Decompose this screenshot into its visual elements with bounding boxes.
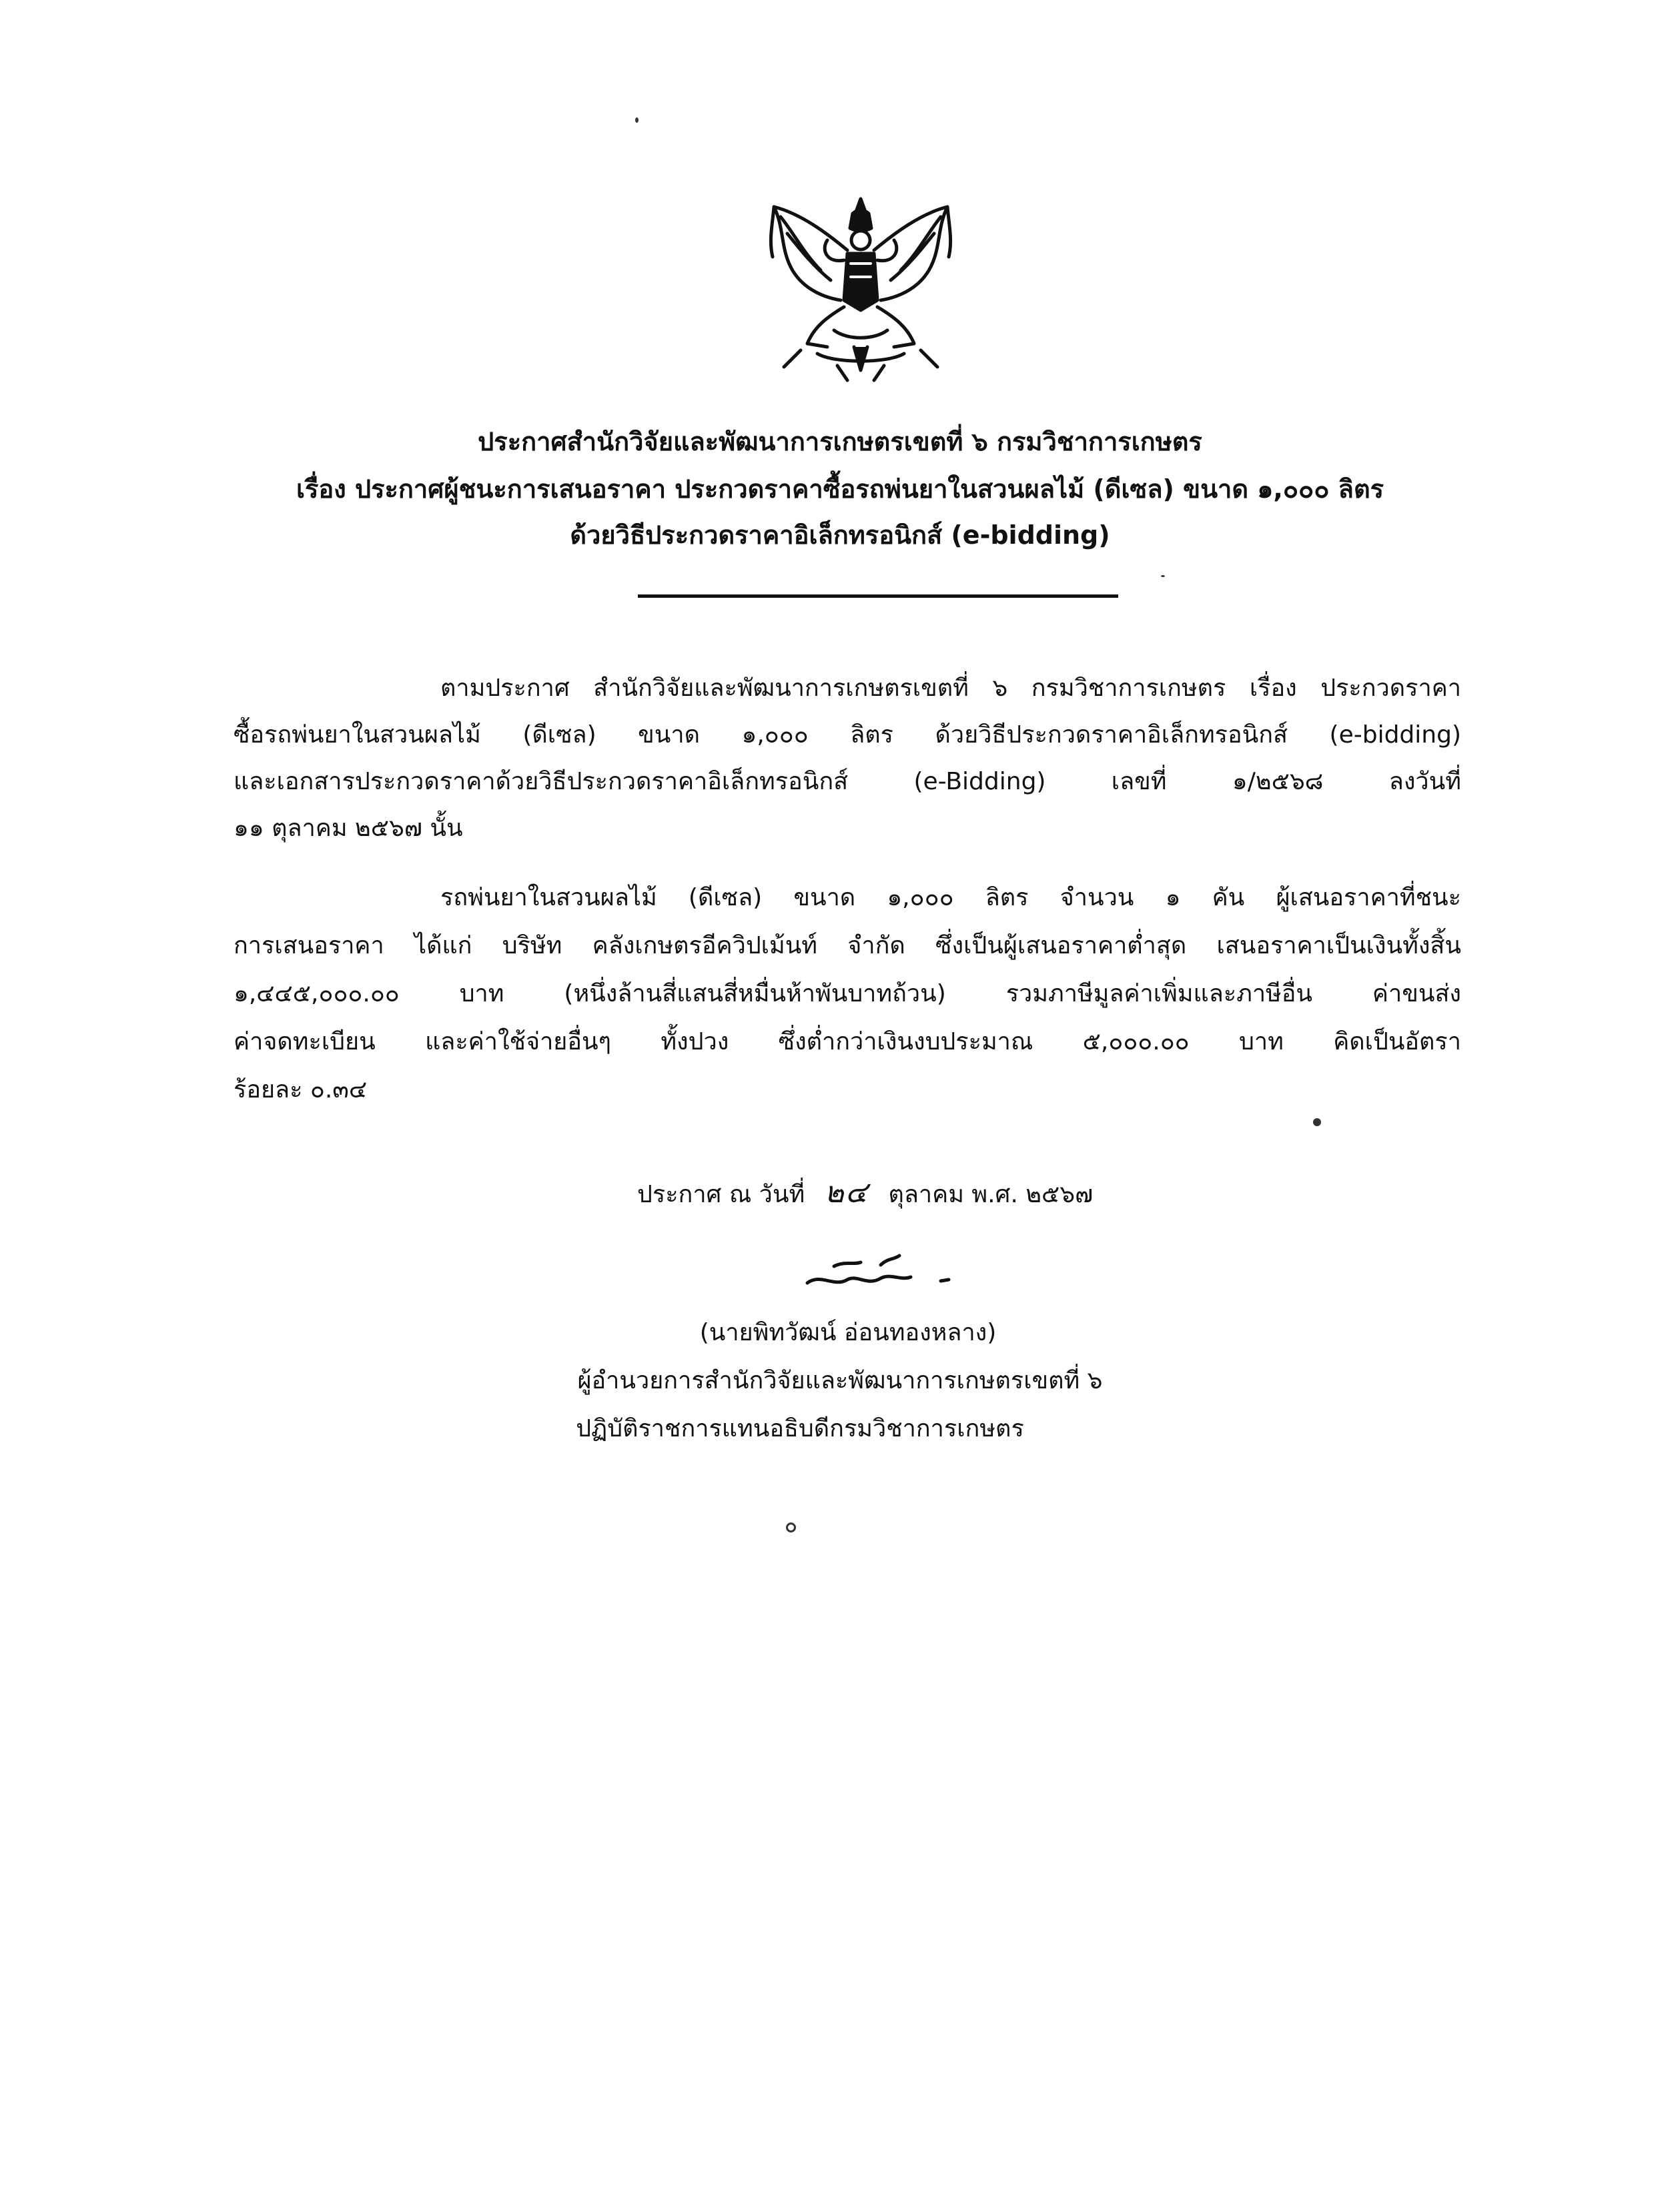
paragraph-2-line: ค่าจดทะเบียน และค่าใช้จ่ายอื่นๆ ทั้งปวง ซึ่งต่ำกว่าเงินงบประมาณ ๕,๐๐๐.๐๐ บาท คิดเป็นอัตรา [234, 1028, 1461, 1055]
title-divider [638, 594, 1118, 598]
paragraph-2-line: การเสนอราคา ได้แก่ บริษัท คลังเกษตรอีควิปเม้นท์ จำกัด ซึ่งเป็นผู้เสนอราคาต่ำสุด เสนอราคาเป็นเงินทั้งสิ้น [234, 932, 1461, 959]
signatory-position: ผู้อำนวยการสำนักวิจัยและพัฒนาการเกษตรเขตที่ ๖ [577, 1367, 1103, 1394]
paragraph-1-line: ซื้อรถพ่นยาในสวนผลไม้ (ดีเซล) ขนาด ๑,๐๐๐ ลิตร ด้วยวิธีประกวดราคาอิเล็กทรอนิกส์ (e-bidding) [234, 721, 1461, 749]
scan-speck [1313, 1118, 1321, 1126]
date-suffix: ตุลาคม พ.ศ. ๒๕๖๗ [888, 1181, 1094, 1208]
paragraph-1-line: ตามประกาศ สำนักวิจัยและพัฒนาการเกษตรเขตที่ ๖ กรมวิชาการเกษตร เรื่อง ประกวดราคา [440, 675, 1461, 702]
announcement-method: ด้วยวิธีประกวดราคาอิเล็กทรอนิกส์ (e-bidding) [570, 520, 1110, 550]
paragraph-2-line: ๑,๔๔๕,๐๐๐.๐๐ บาท (หนึ่งล้านสี่แสนสี่หมื่นห้าพันบาทถ้วน) รวมภาษีมูลค่าเพิ่มและภาษีอื่น ค่าขนส่ง [234, 980, 1461, 1007]
announcement-subject: เรื่อง ประกาศผู้ชนะการเสนอราคา ประกวดราคาซื้อรถพ่นยาในสวนผลไม้ (ดีเซล) ขนาด ๑,๐๐๐ ลิตร [296, 474, 1384, 504]
paragraph-2-line: ร้อยละ ๐.๓๔ [234, 1076, 368, 1104]
handwritten-day: ๒๔ [824, 1176, 869, 1210]
paragraph-1-line: และเอกสารประกวดราคาด้วยวิธีประกวดราคาอิเล็กทรอนิกส์ (e-Bidding) เลขที่ ๑/๒๕๖๘ ลงวันที่ [234, 768, 1461, 795]
date-prefix: ประกาศ ณ วันที่ [637, 1181, 805, 1208]
scan-speck [635, 117, 639, 123]
announcement-date [637, 1176, 1093, 1212]
paragraph-1-line: ๑๑ ตุลาคม ๒๕๖๗ นั้น [234, 815, 463, 842]
signatory-name: (นายพิทวัฒน์ อ่อนทองหลาง) [699, 1319, 997, 1346]
announcement-title: ประกาศสำนักวิจัยและพัฒนาการเกษตรเขตที่ ๖ กรมวิชาการเกษตร [478, 427, 1202, 456]
scan-speck [786, 1522, 796, 1533]
garuda-emblem-icon [754, 187, 967, 387]
paragraph-2-line: รถพ่นยาในสวนผลไม้ (ดีเซล) ขนาด ๑,๐๐๐ ลิตร จำนวน ๑ คัน ผู้เสนอราคาที่ชนะ [440, 884, 1461, 911]
scan-speck [1161, 575, 1165, 577]
signatory-acting: ปฏิบัติราชการแทนอธิบดีกรมวิชาการเกษตร [576, 1415, 1024, 1442]
handwritten-signature [794, 1246, 967, 1300]
